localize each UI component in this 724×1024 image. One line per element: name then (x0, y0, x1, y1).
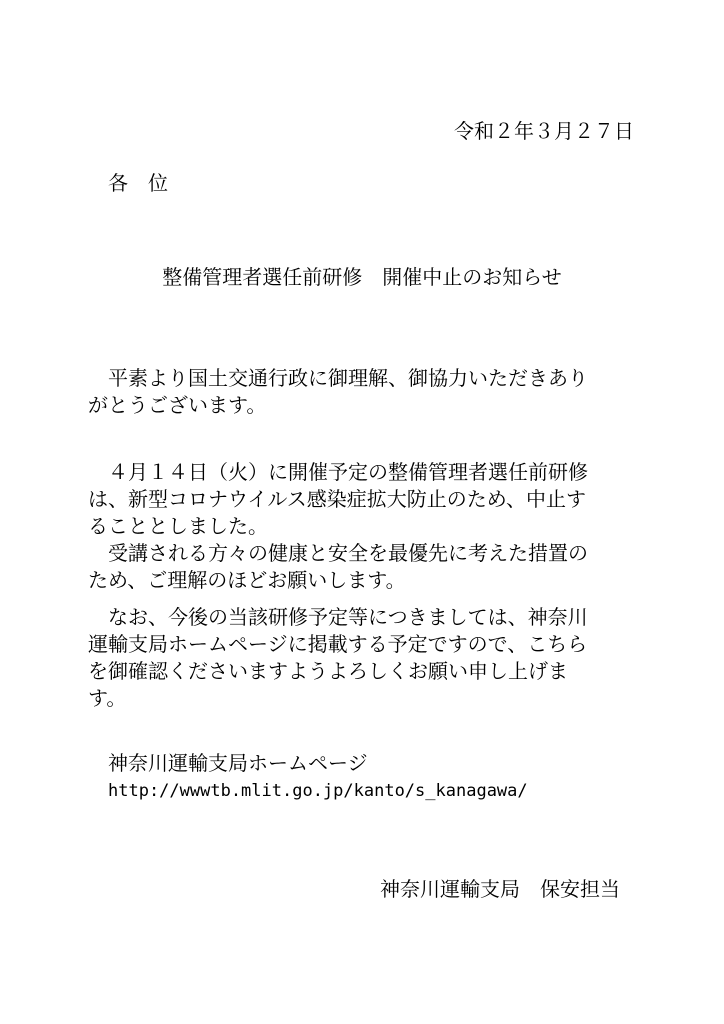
paragraph-line: ４月１４日（火）に開催予定の整備管理者選任前研修 (88, 460, 588, 484)
notice-date: 令和２年３月２７日 (454, 119, 634, 143)
paragraph-line: なお、今後の当該研修予定等につきましては、神奈川 (88, 605, 588, 629)
paragraph-line: 受講される方々の健康と安全を最優先に考えた措置の (88, 541, 588, 565)
paragraph-line: す。 (88, 686, 127, 710)
paragraph-line: ため、ご理解のほどお願いします。 (88, 568, 406, 592)
paragraph-line: 運輸支局ホームページに掲載する予定ですので、こちら (88, 632, 588, 656)
paragraph-line: を御確認くださいますようよろしくお願い申し上げま (88, 659, 568, 683)
signature: 神奈川運輸支局 保安担当 (380, 877, 620, 901)
addressee: 各 位 (108, 171, 168, 195)
paragraph-line: は、新型コロナウイルス感染症拡大防止のため、中止す (88, 487, 586, 511)
notice-title: 整備管理者選任前研修 開催中止のお知らせ (162, 265, 562, 289)
paragraph-line: ることとしました。 (88, 514, 268, 538)
homepage-label: 神奈川運輸支局ホームページ (108, 751, 368, 775)
homepage-link[interactable]: http://wwwtb.mlit.go.jp/kanto/s_kanagawa/ (108, 781, 528, 801)
paragraph-line: 平素より国土交通行政に御理解、御協力いただきあり (88, 366, 588, 390)
paragraph-line: がとうございます。 (88, 393, 267, 417)
